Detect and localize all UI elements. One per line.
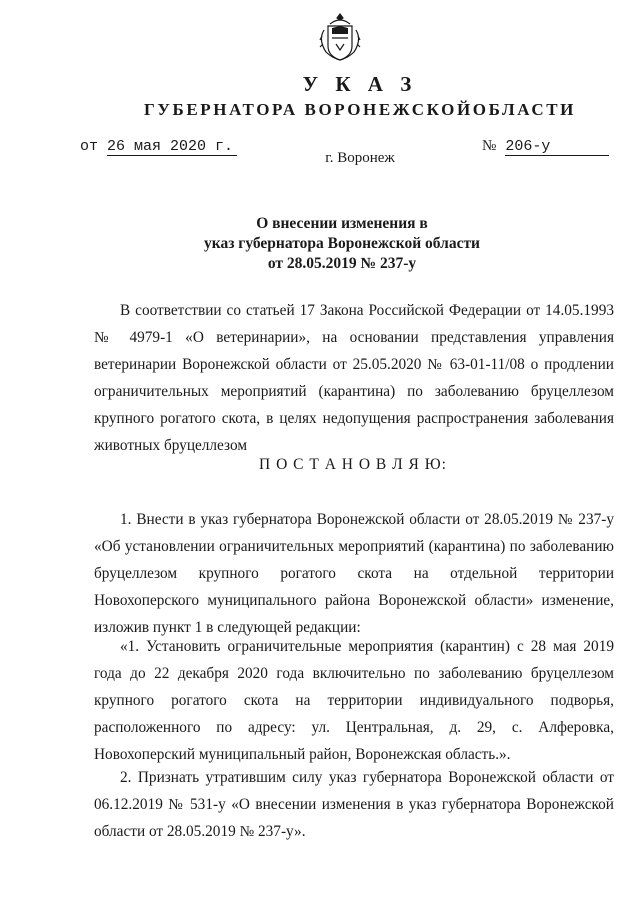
text-line: ограничительных мероприятий (карантина) по заболеванию бруцеллезом — [94, 383, 614, 400]
text-line: животных бруцеллезом — [94, 437, 248, 454]
text-line: 06.12.2019 № 531-у «О внесении изменения в указ губернатора Воронежской — [94, 796, 614, 813]
text-line: «1. Установить ограничительные мероприятия (карантин) с 28 мая 2019 — [120, 638, 614, 655]
text-line: ветеринарии Воронежской области от 25.05.2020 № 63-01-11/08 о продлении — [94, 356, 614, 373]
heading-line: указ губернатора Воронежской области — [204, 235, 480, 252]
decree-date: 26 мая 2020 г. — [107, 138, 237, 156]
text-line: области от 28.05.2019 № 237-у». — [94, 823, 306, 840]
number-symbol: № — [482, 138, 497, 154]
text-line: года до 22 декабря 2020 года включительно по заболеванию бруцеллезом — [94, 665, 614, 682]
text-line: крупного рогатого скота, в целях недопущения распространения заболевания — [94, 410, 614, 427]
decree-number: 206-у — [505, 138, 609, 156]
item-1-quote-paragraph — [94, 633, 614, 768]
text-line: бруцеллезом крупного рогатого скота на отдельной территории — [94, 565, 614, 582]
decree-word: П О С Т А Н О В Л Я Ю: — [259, 456, 447, 473]
text-line: № 4979-1 «О ветеринарии», на основании представления управления — [94, 329, 614, 346]
city-name: г. Воронеж — [325, 150, 395, 166]
text-line: В соответствии со статьей 17 Закона Российской Федерации от 14.05.1993 — [120, 302, 614, 319]
text-line: расположенного по адресу: ул. Центральная, д. 29, с. Алферовка, — [94, 719, 614, 736]
date-prefix: от — [80, 138, 99, 155]
item-1-paragraph — [94, 506, 614, 641]
issuer-title: ГУБЕРНАТОРА ВОРОНЕЖСКОЙОБЛАСТИ — [144, 100, 576, 119]
heading-line: от 28.05.2019 № 237-у — [267, 255, 417, 272]
text-line: изложив пункт 1 в следующей редакции: — [94, 619, 361, 636]
document-type-title: У К А З — [302, 72, 418, 96]
text-line: 2. Признать утратившим силу указ губернатора Воронежской области от — [120, 769, 614, 786]
text-line: Новохоперского муниципального района Воронежской области» изменение, — [94, 592, 614, 609]
heading-line: О внесении изменения в — [256, 215, 428, 232]
text-line: Новохоперский муниципальный район, Воронежская область.». — [94, 746, 511, 763]
coat-of-arms-icon — [318, 10, 362, 66]
decree-heading — [0, 214, 640, 274]
preamble-paragraph — [94, 297, 614, 459]
text-line: «Об установлении ограничительных мероприятий (карантина) по заболеванию — [94, 538, 614, 555]
item-2-paragraph — [94, 764, 614, 845]
text-line: 1. Внести в указ губернатора Воронежской области от 28.05.2019 № 237-у — [120, 511, 614, 528]
text-line: крупного рогатого скота на территории индивидуального подворья, — [94, 692, 614, 709]
